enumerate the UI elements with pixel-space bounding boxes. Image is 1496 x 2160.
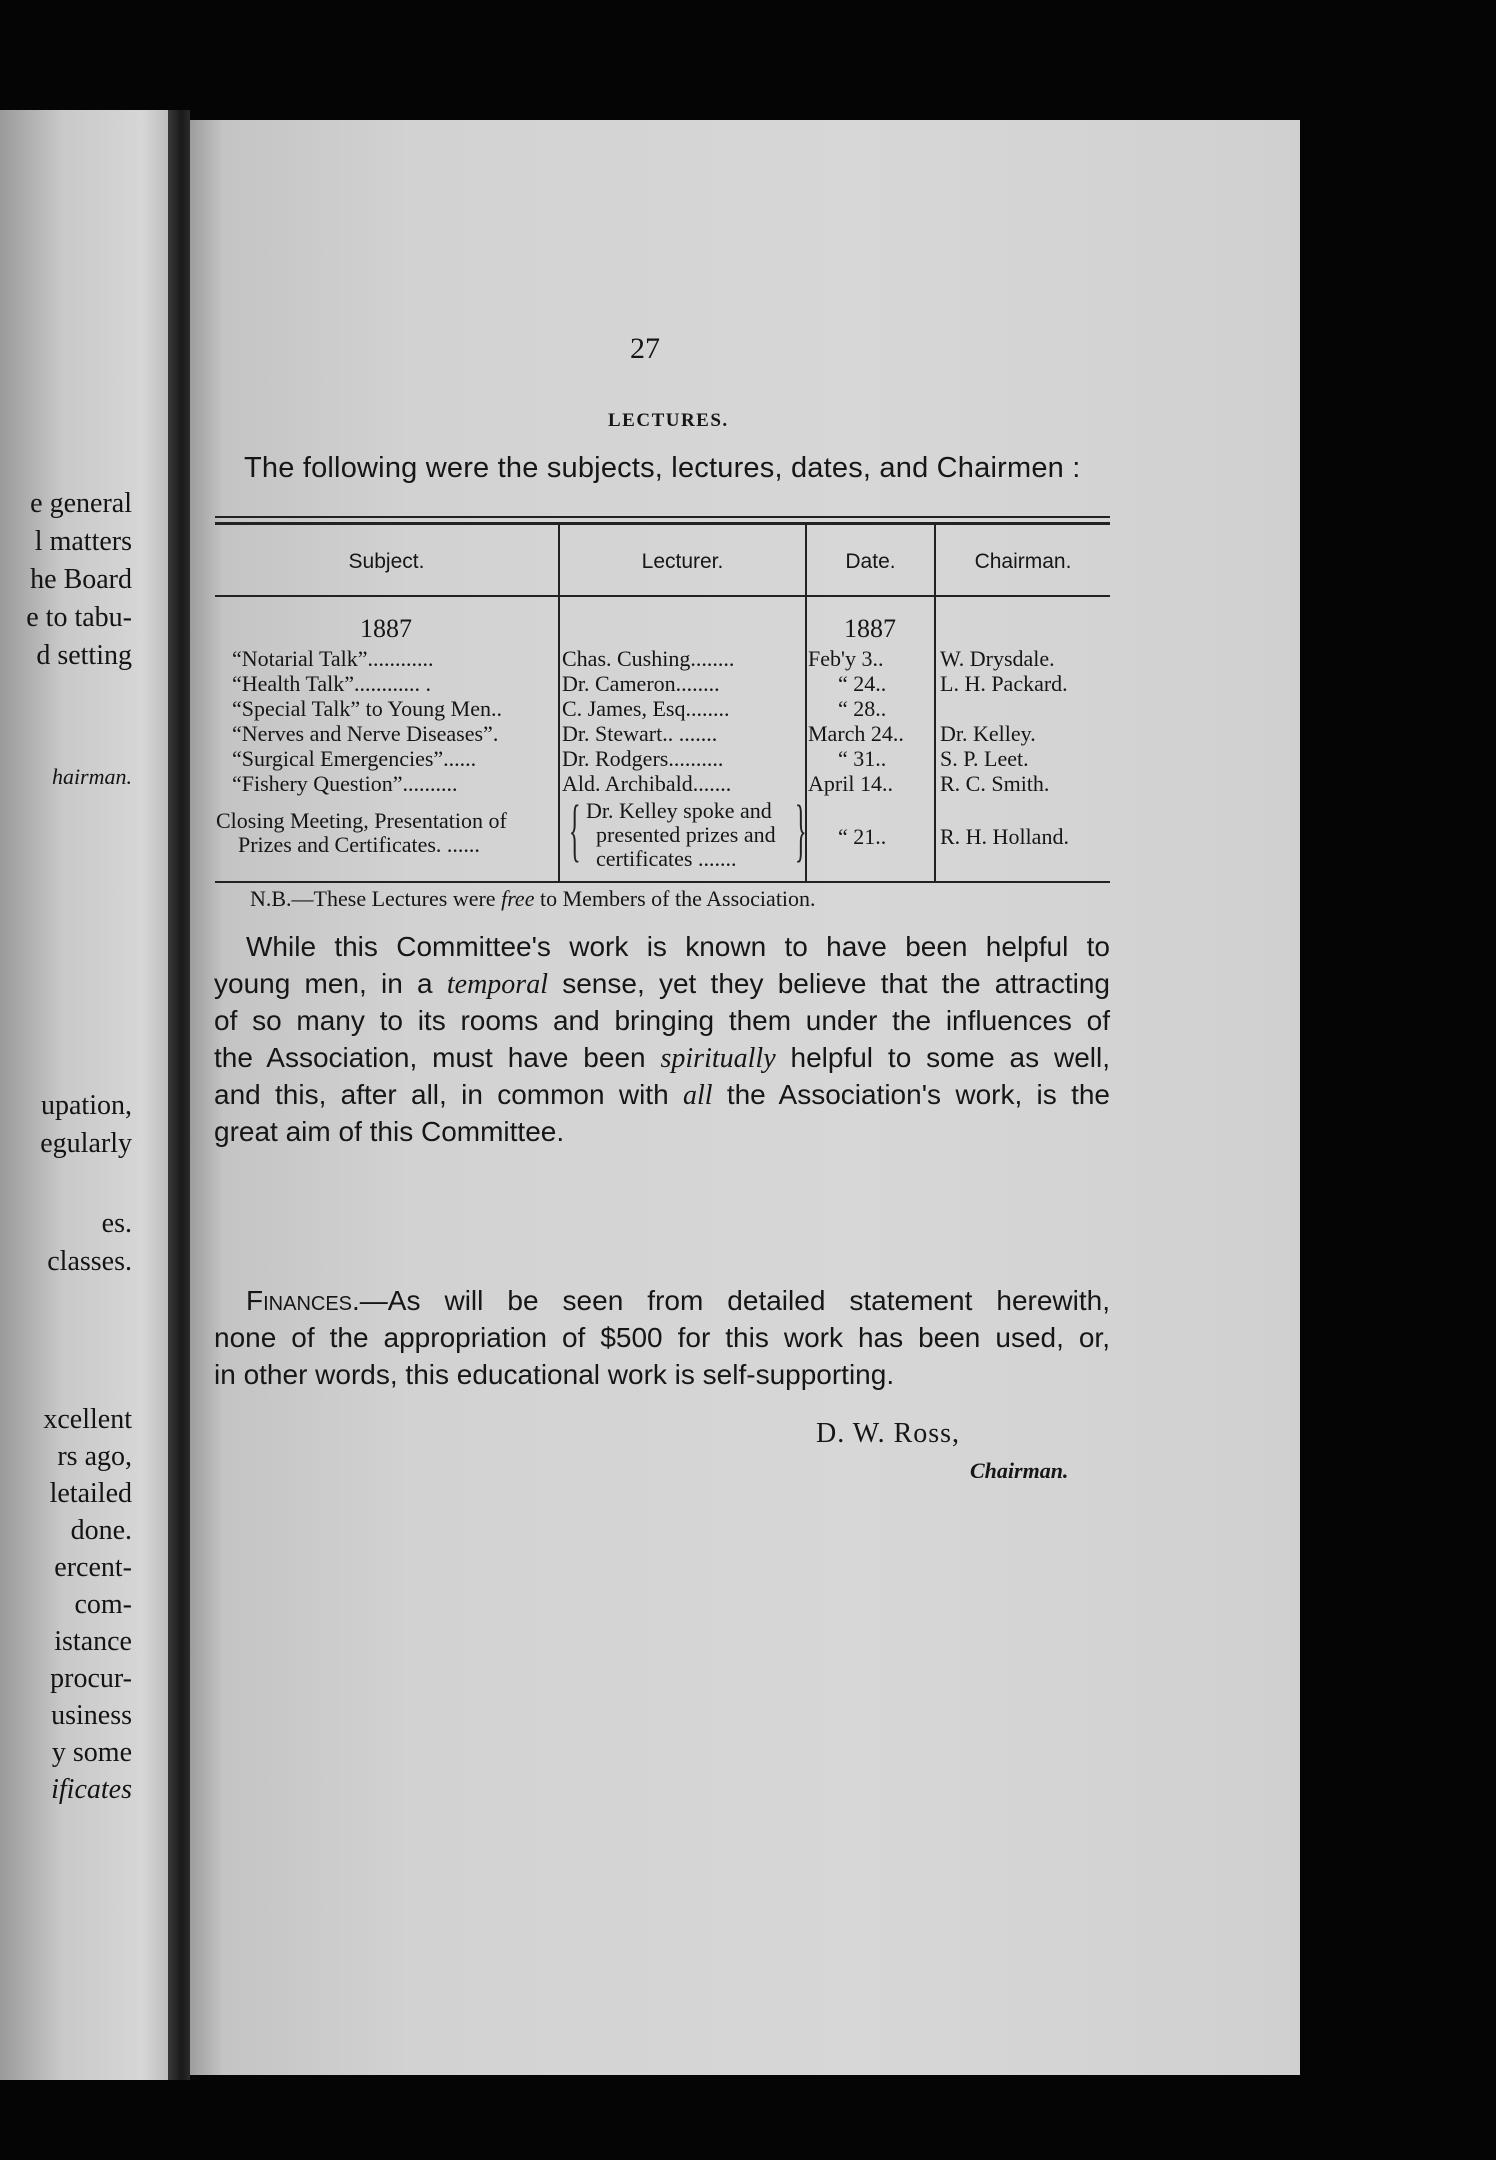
table-bottom-rule (215, 881, 1110, 883)
subject-cell: “Health Talk”............ . (232, 671, 432, 696)
left-brace: { (568, 792, 581, 869)
chairman-cell: Dr. Kelley. (940, 721, 1036, 746)
lecturer-cell: presented prizes and (596, 822, 776, 847)
year-label: 1887 (360, 614, 412, 643)
lecturer-cell: Dr. Rodgers.......... (562, 746, 724, 771)
right-brace: } (794, 792, 807, 869)
table-note: N.B.—These Lectures were free to Members of the Association. (250, 886, 816, 911)
lecturer-cell: Dr. Cameron........ (562, 671, 720, 696)
book-binding (168, 110, 190, 2080)
subject-cell: “Notarial Talk”............ (232, 646, 434, 671)
section-title: LECTURES. (608, 410, 729, 431)
paragraph-line: and this, after all, in common with all the Association's work, is the (214, 1079, 1110, 1111)
table-header-rule (215, 595, 1110, 597)
subject-cell: Prizes and Certificates. ...... (238, 832, 480, 857)
left-page-line: xcellent (43, 1404, 132, 1435)
document-page (190, 120, 1300, 2075)
left-page-line: ificates (51, 1774, 132, 1805)
date-cell: Feb'y 3.. (808, 646, 884, 671)
paragraph-line: in other words, this educational work is self-supporting. (214, 1359, 895, 1390)
signature-title: Chairman. (970, 1458, 1069, 1483)
subject-cell: “Special Talk” to Young Men.. (232, 696, 502, 721)
left-page-line: hairman. (51, 764, 132, 789)
column-header-lecturer: Lecturer. (641, 550, 724, 573)
column-divider (934, 525, 936, 881)
subject-cell: “Surgical Emergencies”...... (232, 746, 477, 771)
column-divider (558, 525, 560, 881)
chairman-cell: W. Drysdale. (940, 646, 1055, 671)
column-header-subject: Subject. (348, 550, 425, 573)
left-page-line: e to tabu- (26, 602, 132, 633)
year-label: 1887 (844, 614, 896, 643)
table-top-rule (215, 516, 1110, 518)
left-page-line: classes. (47, 1246, 132, 1277)
left-page-line: y some (51, 1737, 132, 1768)
paragraph-finances (214, 1282, 1110, 1393)
paragraph-line: the Association, must have been spiritually helpful to some as well, (214, 1042, 1111, 1074)
date-cell: “ 31.. (838, 746, 887, 771)
date-cell: “ 21.. (838, 824, 887, 849)
lecturer-cell: Ald. Archibald....... (562, 771, 732, 796)
chairman-cell: L. H. Packard. (940, 671, 1068, 696)
paragraph-line: young men, in a temporal sense, yet they believe that the attracting (214, 968, 1110, 1000)
left-page-line: usiness (51, 1700, 132, 1731)
left-page-line: he Board (30, 564, 132, 595)
paragraph-line: While this Committee's work is known to have been helpful to (246, 931, 1110, 962)
column-header-date: Date. (845, 550, 896, 573)
left-page-line: d setting (36, 640, 132, 671)
date-cell: “ 28.. (838, 696, 887, 721)
signature-name: D. W. Ross, (816, 1418, 961, 1449)
left-page-line: e general (30, 488, 132, 519)
lecturer-cell: Dr. Stewart.. ....... (562, 721, 718, 746)
paragraph-line: of so many to its rooms and bringing them under the influences of (214, 1005, 1110, 1036)
table-top-rule (215, 522, 1110, 525)
lecturer-cell: certificates ....... (596, 846, 737, 871)
paragraph-line: Finances.—As will be seen from detailed statement herewith, (246, 1285, 1110, 1316)
paragraph-line: none of the appropriation of $500 for this work has been used, or, (214, 1322, 1110, 1353)
date-cell: “ 24.. (838, 671, 887, 696)
subject-cell: Closing Meeting, Presentation of (216, 808, 507, 833)
page-number: 27 (630, 332, 660, 365)
chairman-cell: S. P. Leet. (940, 746, 1029, 771)
paragraph-impact (214, 928, 1110, 1150)
paragraph-line: great aim of this Committee. (214, 1116, 565, 1147)
subject-cell: “Fishery Question”.......... (232, 771, 458, 796)
date-cell: March 24.. (808, 721, 904, 746)
left-page-line: rs ago, (57, 1441, 132, 1472)
left-page-line: upation, (41, 1090, 132, 1121)
column-header-chairman: Chairman. (974, 550, 1072, 573)
left-page-fragment (0, 110, 178, 2080)
date-cell: April 14.. (808, 771, 893, 796)
lecturer-cell: Chas. Cushing........ (562, 646, 735, 671)
lecturer-cell: C. James, Esq........ (562, 696, 730, 721)
left-page-line: l matters (34, 526, 132, 557)
left-page-line: letailed (49, 1478, 132, 1509)
left-page-line: com- (74, 1589, 132, 1620)
left-page-line: ercent- (54, 1552, 132, 1583)
left-page-line: es. (101, 1208, 132, 1239)
chairman-cell: R. C. Smith. (940, 771, 1050, 796)
subject-cell: “Nerves and Nerve Diseases”. (232, 721, 499, 746)
chairman-cell: R. H. Holland. (940, 824, 1069, 849)
left-page-line: istance (54, 1626, 132, 1657)
intro-text: The following were the subjects, lectures, dates, and Chairmen : (244, 452, 1081, 484)
left-page-line: egularly (40, 1128, 132, 1159)
left-page-line: procur- (50, 1663, 132, 1694)
lecturer-cell: Dr. Kelley spoke and (586, 798, 772, 823)
left-page-line: done. (70, 1515, 132, 1546)
